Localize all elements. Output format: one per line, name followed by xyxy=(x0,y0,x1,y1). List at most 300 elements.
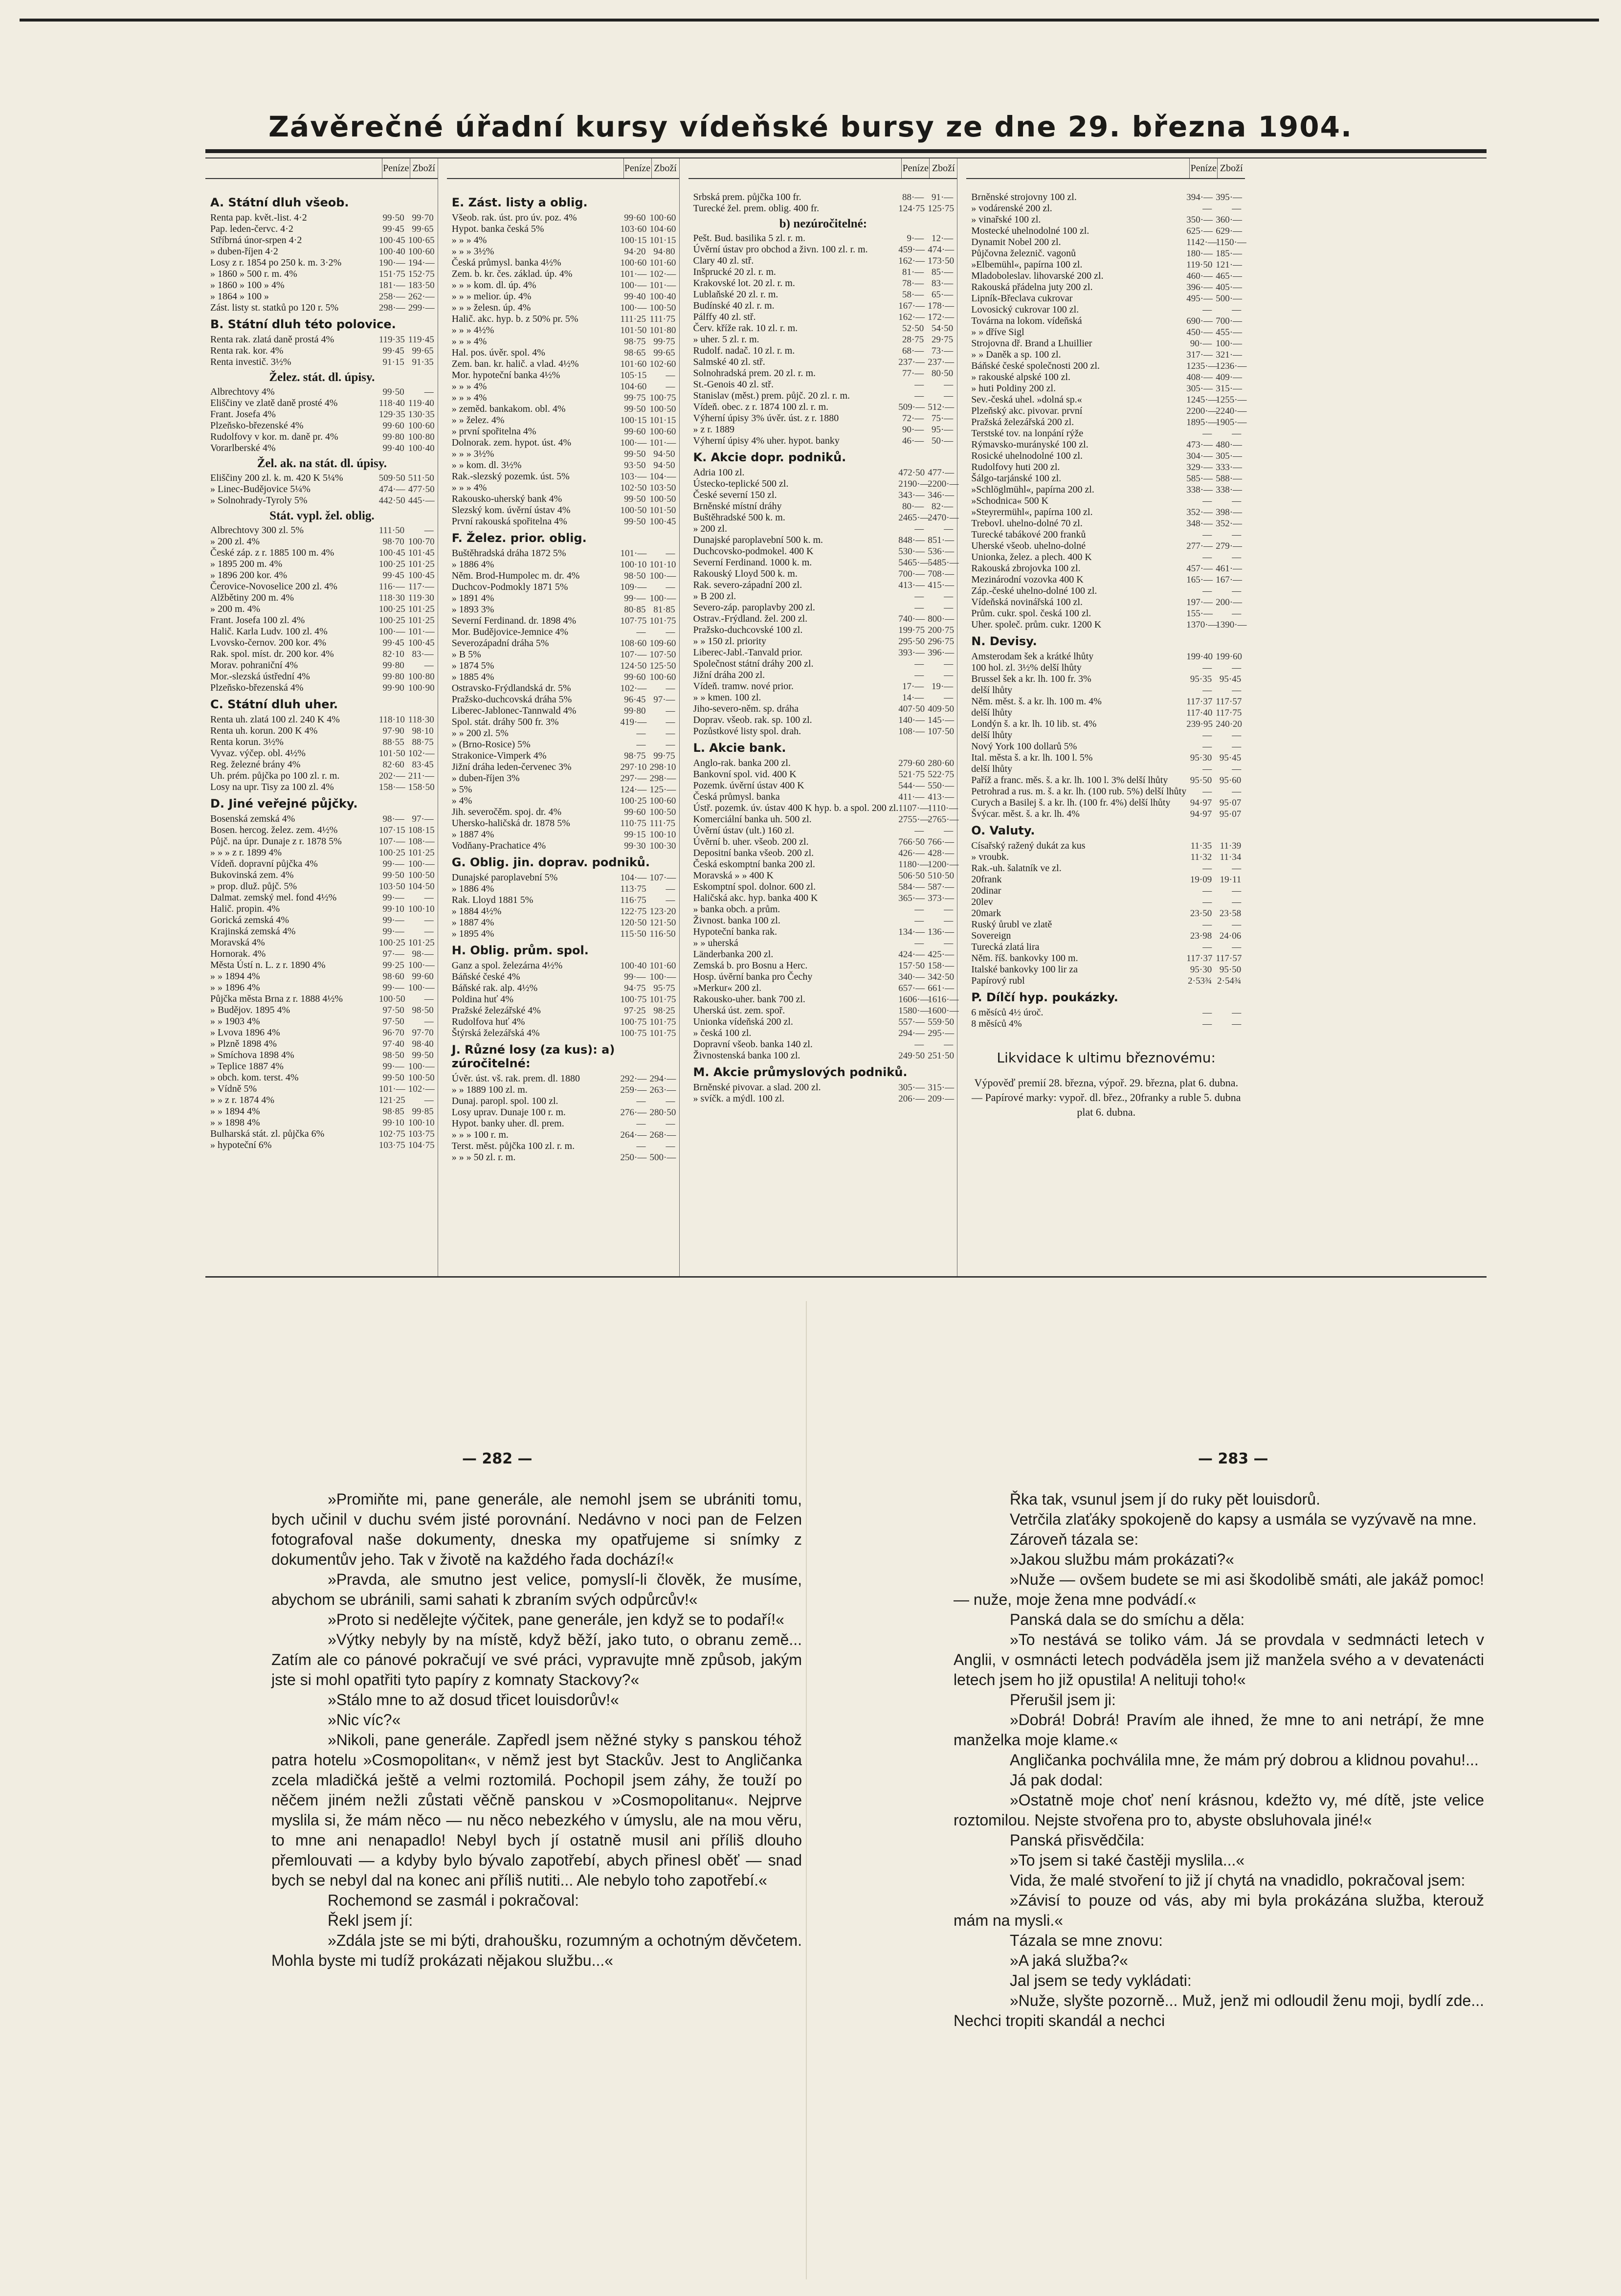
quote-name: Zem. b. kr. čes. základ. úp. 4% xyxy=(451,269,573,279)
quote-row xyxy=(452,672,675,683)
quote-ask: 11·34 xyxy=(1220,852,1242,862)
quote-ask: 99·65 xyxy=(412,346,434,356)
quote-name: » » kmen. 100 zl. xyxy=(693,692,761,703)
quote-name: Česká průmysl. banka xyxy=(693,791,780,802)
quote-bid: 197·— xyxy=(1186,597,1213,608)
quote-bid: 14·— xyxy=(902,693,924,703)
quote-bid: 317·— xyxy=(1186,350,1213,360)
paragraph: »Jakou službu mám prokázati?« xyxy=(1010,1551,1234,1568)
quote-ask: 100·60 xyxy=(408,421,435,431)
quote-ask: 346·— xyxy=(928,490,955,500)
quote-ask: — xyxy=(1232,787,1242,797)
quote-name: » » » 4% xyxy=(451,235,487,246)
quote-ask: 315·— xyxy=(1216,383,1243,394)
quote-row xyxy=(452,325,675,336)
quote-row xyxy=(452,1152,675,1163)
quote-name: Rakouský Lloyd 500 k. m. xyxy=(693,568,798,579)
quote-name: Úvěrní b. uher. všeob. 200 zl. xyxy=(693,836,809,847)
quote-ask: 1255·— xyxy=(1216,395,1247,405)
quote-row xyxy=(971,874,1241,885)
quote-bid: 116·75 xyxy=(620,895,646,905)
quote-bid: 2200·— xyxy=(1186,406,1218,416)
quote-row xyxy=(452,426,675,437)
quote-bid: 521·75 xyxy=(898,769,925,780)
quote-name: Sev.-česká uhel. »dolná sp.« xyxy=(971,394,1082,405)
quote-row xyxy=(210,948,434,960)
quote-name: Ital. města š. a kr. lh. 100 l. 5% xyxy=(971,752,1093,763)
quote-row xyxy=(971,651,1241,662)
quote-name: Rak. Lloyd 1881 5% xyxy=(451,895,533,905)
quote-row xyxy=(210,1095,434,1106)
quote-bid: 625·— xyxy=(1186,226,1213,236)
quote-row xyxy=(452,437,675,449)
quote-name: » Smíchova 1898 4% xyxy=(210,1050,294,1060)
quote-name: » zeměd. bankakom. obl. 4% xyxy=(451,404,566,414)
quote-name: Rudolfovy huti 200 zl. xyxy=(971,462,1060,473)
quote-row xyxy=(210,570,434,581)
quote-name: Duchcov-Podmokly 1871 5% xyxy=(451,582,568,592)
quote-ask: 102·— xyxy=(649,269,676,279)
quote-row xyxy=(971,282,1241,293)
paragraph: »Nuže — ovšem budete se mi asi škodolibě smáti, ale jakáž pomoc! — nuže, moje žena mne podvádí.« xyxy=(954,1571,1484,1608)
paragraph: Panská přisvědčila: xyxy=(1010,1831,1145,1849)
quote-ask: 99·75 xyxy=(653,337,675,347)
quote-name: » 1893 3% xyxy=(451,604,494,615)
quote-name: Plzeňsko-březenské 4% xyxy=(210,420,304,431)
title-rule xyxy=(205,149,1487,153)
quote-bid: 100·40 xyxy=(620,961,647,971)
quote-ask: 104·75 xyxy=(408,1140,435,1150)
quote-ask: 455·— xyxy=(1216,327,1243,338)
quote-name: » » » melior. úp. 4% xyxy=(451,291,532,302)
quote-bid: — xyxy=(914,826,924,836)
quote-name: Paříž a franc. měs. š. a kr. lh. 100 l. 3% delší lhůty xyxy=(971,775,1168,786)
quote-name: » 5% xyxy=(451,784,472,795)
paragraph: Jal jsem se tedy vykládati: xyxy=(1010,1972,1192,1989)
quote-bid: 338·— xyxy=(1186,485,1213,495)
quote-row xyxy=(452,784,675,795)
quote-bid: 1370·— xyxy=(1186,620,1218,630)
quote-name: Vídeňská novinářská 100 zl. xyxy=(971,597,1083,608)
quote-ask: — xyxy=(944,693,954,703)
quote-row xyxy=(452,224,675,235)
quote-bid: 97·50 xyxy=(382,1016,404,1027)
quote-row xyxy=(693,255,954,267)
quote-name: » » » 3½% xyxy=(451,246,494,257)
column-header xyxy=(205,158,438,179)
quote-name: Česká eskomptní banka 200 zl. xyxy=(693,859,815,870)
quote-name: Mostecké uhelnodolné 100 zl. xyxy=(971,225,1089,236)
quote-row xyxy=(971,225,1241,237)
quote-bid: 100·10 xyxy=(620,560,647,570)
quote-bid: 206·— xyxy=(898,1094,925,1104)
quote-ask: 295·— xyxy=(928,1028,955,1038)
paragraph: Rochemond se zasmál i pokračoval: xyxy=(328,1891,579,1909)
quote-ask: 500·— xyxy=(1216,293,1243,304)
quote-bid: — xyxy=(914,603,924,613)
quote-name: Severo-záp. paroplavby 200 zl. xyxy=(693,602,815,613)
quote-ask: 522·75 xyxy=(928,769,955,780)
quote-row xyxy=(971,203,1241,214)
quote-name: 6 měsíců 4½ úroč. xyxy=(971,1007,1044,1018)
quote-bid: 424·— xyxy=(898,949,925,960)
header-zbozi: Zboží xyxy=(410,158,438,178)
paragraph: »Ostatně moje choť není krásnou, kdežto vy, mé dítě, jste velice roztomilou. Nejste stvořena pro to, abyste obsluhovala jiné!« xyxy=(954,1791,1484,1829)
quote-bid: 96·45 xyxy=(624,695,646,705)
quote-row xyxy=(210,431,434,443)
quote-bid: 352·— xyxy=(1186,507,1213,518)
quote-row xyxy=(452,717,675,728)
quote-row xyxy=(210,1016,434,1027)
quote-ask: 136·— xyxy=(928,927,955,937)
quote-name: Losy na upr. Tisy za 100 zl. 4% xyxy=(210,782,334,792)
quote-name: Česká průmysl. banka 4½% xyxy=(451,257,561,268)
quote-bid: 105·15 xyxy=(620,370,647,381)
quote-bid: 99·— xyxy=(382,983,404,993)
quote-bid: 100·75 xyxy=(620,1017,647,1027)
quote-bid: 100·25 xyxy=(620,796,647,806)
quote-name: Krakovské lot. 20 zl. r. m. xyxy=(693,278,795,289)
quote-bid: 99·— xyxy=(624,593,646,604)
quote-bid: — xyxy=(636,1141,646,1151)
quote-bid: 99·— xyxy=(382,893,404,903)
quote-bid: 110·75 xyxy=(620,818,646,829)
quote-ask: — xyxy=(666,370,675,381)
quote-name: Ostrav.-Frýdland. žel. 200 zl. xyxy=(693,613,808,624)
quote-bid: 102·75 xyxy=(378,1129,405,1139)
quote-row xyxy=(210,915,434,926)
quote-ask: 167·— xyxy=(1216,575,1243,585)
quote-ask: — xyxy=(1232,886,1242,896)
quote-name: » 1887 4% xyxy=(451,829,494,840)
quote-name: Solnohradská prem. 20 zl. r. m. xyxy=(693,368,816,379)
quote-row xyxy=(693,658,954,670)
quote-row xyxy=(971,237,1246,248)
quote-name: Jižní dráha leden-červenec 3% xyxy=(451,762,572,772)
quote-name: Štýrská železářská 4% xyxy=(451,1028,540,1038)
quote-name: Bulharská stát. zl. půjčka 6% xyxy=(210,1128,325,1139)
quote-bid: — xyxy=(1202,496,1212,506)
quote-name: » duben-říjen 3% xyxy=(451,773,520,784)
quote-ask: 95·60 xyxy=(1219,775,1242,786)
quote-ask: 23·58 xyxy=(1219,908,1242,919)
quote-ask: — xyxy=(424,915,434,925)
quote-name: » » 1894 4% xyxy=(210,971,260,982)
quote-row xyxy=(693,692,954,703)
quote-bid: 100·25 xyxy=(378,559,405,569)
quote-row xyxy=(971,797,1241,809)
quote-name: » 1886 4% xyxy=(451,559,494,570)
quote-ask: 100·10 xyxy=(408,1118,435,1128)
quote-name: Turecké tabákové 200 franků xyxy=(971,529,1086,540)
quote-bid: — xyxy=(1202,886,1212,896)
quote-bid: 96·70 xyxy=(382,1028,404,1038)
quote-row xyxy=(452,649,675,660)
quote-bid: 199·40 xyxy=(1186,652,1213,662)
quote-name: » prop. dluž. půjč. 5% xyxy=(210,881,297,892)
quote-bid: 100·25 xyxy=(378,848,405,858)
quote-bid: 199·75 xyxy=(898,625,925,635)
quote-row xyxy=(210,559,434,570)
quote-name: Doprav. všeob. rak. sp. 100 zl. xyxy=(693,715,812,725)
quote-row xyxy=(693,758,954,769)
quote-name: Pap. leden-červc. 4·2 xyxy=(210,224,293,234)
quote-bid: 82·10 xyxy=(382,649,404,659)
quote-ask: — xyxy=(1232,1008,1242,1018)
quote-ask: 100·80 xyxy=(408,672,435,682)
quote-name: Pálffy 40 zl. stř. xyxy=(693,312,756,322)
quote-bid: 167·— xyxy=(898,301,925,311)
quote-bid: 99·10 xyxy=(382,904,404,914)
quote-bid: 1142·— xyxy=(1186,237,1217,248)
quote-bid: — xyxy=(636,1119,646,1129)
quote-ask: 98·— xyxy=(412,949,434,959)
quote-bid: 450·— xyxy=(1186,327,1213,338)
quote-name: » » kom. dl. 3½% xyxy=(451,460,522,471)
quote-bid: 104·— xyxy=(620,873,647,883)
quote-ask: — xyxy=(424,660,434,671)
quote-name: Severní Ferdinand. dr. 1898 4% xyxy=(451,615,577,626)
quote-name: » 200 m. 4% xyxy=(210,604,261,614)
quote-row xyxy=(452,728,675,739)
quote-row xyxy=(210,484,434,495)
quote-ask: 209·— xyxy=(928,1094,955,1104)
quote-ask: — xyxy=(944,904,954,915)
quote-ask: 100·— xyxy=(408,960,435,970)
quote-row xyxy=(452,818,675,829)
quote-bid: 99·80 xyxy=(382,672,404,682)
quote-row xyxy=(452,627,675,638)
section-title: P. Dílčí hyp. poukázky. xyxy=(971,990,1118,1004)
quote-ask: 100·30 xyxy=(649,841,676,851)
quote-row xyxy=(971,552,1241,563)
quote-bid: 9·— xyxy=(907,233,924,244)
quote-ask: 2470·— xyxy=(928,513,959,523)
quote-ask: — xyxy=(1232,305,1242,315)
quote-bid: 495·— xyxy=(1186,293,1213,304)
quote-name: Něm. měst. š. a kr. lh. 100 m. 4% xyxy=(971,696,1102,707)
quote-name: Hornorak. 4% xyxy=(210,948,266,959)
quote-row xyxy=(971,840,1241,852)
quote-name: Halič. propin. 4% xyxy=(210,903,280,914)
quote-ask: 405·— xyxy=(1216,282,1243,293)
quote-row xyxy=(693,244,954,255)
quote-bid: — xyxy=(1202,942,1212,952)
quote-bid: 81·— xyxy=(902,267,924,277)
quote-name: » 1895 4% xyxy=(451,928,494,939)
quote-ask: 173·50 xyxy=(928,256,955,266)
quote-row xyxy=(452,257,675,269)
quote-bid: 1235·— xyxy=(1186,361,1218,371)
quote-bid: 100·— xyxy=(620,303,647,313)
quote-bid: 99·60 xyxy=(624,213,646,223)
quote-ask: 360·— xyxy=(1216,215,1243,225)
quote-name: » Solnohrady-Tyroly 5% xyxy=(210,495,308,506)
quote-bid: 297·— xyxy=(620,773,647,784)
quote-ask: 100·40 xyxy=(408,443,435,453)
quote-bid: 107·75 xyxy=(620,616,647,626)
quote-row xyxy=(971,730,1241,741)
quote-name: » » » 4% xyxy=(451,482,487,493)
quote-name: Rak.-uh. šalatník ve zl. xyxy=(971,863,1062,874)
quote-bid: 298·— xyxy=(378,303,405,313)
quote-ask: — xyxy=(666,884,675,894)
quote-name: »Schodnica« 500 K xyxy=(971,495,1049,506)
quote-row xyxy=(693,938,954,949)
quote-row xyxy=(452,917,675,928)
quote-bid: 107·— xyxy=(620,650,647,660)
quote-name: Bukovinská zem. 4% xyxy=(210,870,294,880)
quote-ask: 98·10 xyxy=(412,726,434,736)
paragraph: Angličanka pochválila mne, že mám prý dobrou a klidnou povahu!... xyxy=(1010,1751,1479,1769)
quote-row xyxy=(971,953,1241,964)
quote-name: Uherská úst. zem. spoř. xyxy=(693,1005,785,1016)
quote-row xyxy=(452,1005,675,1016)
quote-row xyxy=(693,490,954,501)
quote-bid: 2465·— xyxy=(898,513,930,523)
quote-ask: — xyxy=(666,548,675,559)
quote-bid: 95·35 xyxy=(1190,674,1212,684)
quote-bid: 17·— xyxy=(902,681,924,692)
quote-bid: 100·50 xyxy=(378,994,405,1004)
quote-ask: 477·50 xyxy=(408,484,435,495)
quote-ask: 97·— xyxy=(412,814,434,824)
quote-row xyxy=(210,604,434,615)
quote-ask: 800·— xyxy=(928,614,955,624)
quote-row xyxy=(210,926,434,937)
quote-bid: 413·— xyxy=(898,580,925,590)
quote-ask: 94·50 xyxy=(653,449,675,459)
quote-bid: 95·50 xyxy=(1190,775,1212,786)
quote-bid: 259·— xyxy=(620,1085,647,1095)
section-title: H. Oblig. prům. spol. xyxy=(451,944,589,957)
quote-row xyxy=(693,881,954,893)
quote-row xyxy=(452,1096,675,1107)
paragraph: Vetrčila zlaťáky spokojeně do kapsy a usmála se vyzývavě na mne. xyxy=(1010,1510,1477,1528)
quote-name: Prům. cukr. spol. česká 100 zl. xyxy=(971,608,1091,619)
quote-bid: 99·50 xyxy=(624,494,646,504)
quote-bid: — xyxy=(914,670,924,680)
quote-bid: 690·— xyxy=(1186,316,1213,326)
quote-ask: — xyxy=(944,380,954,390)
quote-row xyxy=(210,881,434,892)
quote-ask: — xyxy=(424,387,434,397)
quote-name: Terst. měst. půjčka 100 zl. r. m. xyxy=(451,1141,575,1151)
quote-ask: 50·— xyxy=(931,436,954,446)
quote-name: Unionka vídeňská 200 zl. xyxy=(693,1016,793,1027)
quote-name: »Schlöglmühl«, papírna 200 zl. xyxy=(971,484,1094,495)
quote-name: Turecké žel. prem. oblig. 400 fr. xyxy=(693,203,820,214)
quote-bid: 1107·— xyxy=(898,803,929,813)
paragraph: Já pak dodal: xyxy=(1010,1771,1103,1789)
bourse-table xyxy=(205,158,1487,1278)
quote-row xyxy=(971,775,1241,786)
quote-row xyxy=(210,748,434,759)
quote-row xyxy=(693,636,954,647)
quote-name: » česká 100 zl. xyxy=(693,1028,752,1038)
liquidation-note: Výpověď premií 28. března, výpoř. 29. března, plat 6. dubna. — Papírové marky: vypoř. dl. břez., 20franky a ruble 5. dubna plat 6. dubna. xyxy=(972,1077,1241,1118)
paragraph: »Promiňte mi, pane generále, ale nemohl jsem se ubrániti tomu, bych učinil v duchu svém jisté porovnání. Nedávno v noci pan de Felzen fotografoval naše dokumenty, dneska my opatřujeme si snímky z dokumentův jeho. Tak v životě na každého řada dochází!« xyxy=(271,1490,802,1568)
quote-name: » 1864 » 100 » xyxy=(210,291,269,302)
quote-ask: 1236·— xyxy=(1216,361,1247,371)
quote-bid: 99·45 xyxy=(382,638,404,648)
quote-bid: 99·15 xyxy=(624,830,646,840)
quote-name: Bosenská zemská 4% xyxy=(210,813,295,824)
quote-row xyxy=(210,1061,434,1072)
quote-row xyxy=(693,1039,954,1050)
quote-ask: — xyxy=(666,706,675,716)
quote-name: Společnost státní dráhy 200 zl. xyxy=(693,658,814,669)
quote-bid: 46·— xyxy=(902,436,924,446)
quote-ask: 100·— xyxy=(1216,338,1243,349)
quote-name: » » » kom. dl. úp. 4% xyxy=(451,280,536,291)
quote-row xyxy=(971,383,1241,394)
quote-row xyxy=(971,563,1241,574)
quote-bid: 292·— xyxy=(620,1074,647,1084)
quote-bid: 408·— xyxy=(1186,372,1213,383)
quote-ask: 117·— xyxy=(408,582,434,592)
quote-ask: 99·50 xyxy=(412,1050,434,1060)
quote-ask: 200·75 xyxy=(928,625,955,635)
quote-bid: 124·50 xyxy=(620,661,647,671)
quote-bid: 99·90 xyxy=(382,683,404,693)
quote-bid: 99·45 xyxy=(382,570,404,581)
section-title: A. Státní dluh všeob. xyxy=(210,196,349,209)
quote-bid: 98·70 xyxy=(382,537,404,547)
quote-row xyxy=(210,682,434,694)
quote-name: delší lhůty xyxy=(971,764,1013,774)
quote-row xyxy=(452,482,675,494)
quote-ask: 158·50 xyxy=(408,782,435,792)
quote-row xyxy=(693,870,954,881)
quote-name: Živnost. banka 100 zl. xyxy=(693,915,780,926)
quote-ask: 185·— xyxy=(1216,248,1243,259)
quote-name: Zást. listy st. statků po 120 r. 5% xyxy=(210,302,339,313)
quote-row xyxy=(210,212,434,224)
quote-ask: 445·— xyxy=(408,495,435,506)
quote-ask: — xyxy=(666,740,675,750)
quote-bid: 158·— xyxy=(378,782,405,792)
quote-row xyxy=(210,847,434,858)
quote-row xyxy=(693,703,954,715)
quote-row xyxy=(210,960,434,971)
quote-row xyxy=(971,540,1241,552)
quote-row xyxy=(452,829,675,840)
quote-bid: 99·40 xyxy=(624,292,646,302)
quote-row xyxy=(210,409,434,420)
quote-ask: 108·15 xyxy=(408,825,435,835)
quote-name: Rak. spol. míst. dr. 200 kor. 4% xyxy=(210,649,334,659)
quote-row xyxy=(210,269,434,280)
quote-ask: 413·— xyxy=(928,792,955,802)
quote-ask: 29·75 xyxy=(931,335,954,345)
quote-name: Vídeň. dopravní půjčka 4% xyxy=(210,858,318,869)
quote-ask: — xyxy=(1232,428,1242,439)
quote-bid: 99·50 xyxy=(382,387,404,397)
quote-name: Hal. pos. úvěr. spol. 4% xyxy=(451,347,545,358)
quote-ask: — xyxy=(1232,730,1242,741)
quote-name: » 200 zl. 4% xyxy=(210,536,260,547)
quote-name: 20dinar xyxy=(971,885,1001,896)
paragraph: »To jsem si také častěji myslila...« xyxy=(1010,1851,1245,1869)
quote-ask: 1600·— xyxy=(928,1006,959,1016)
quote-row xyxy=(210,1128,434,1140)
quote-name: Krajinská zemská 4% xyxy=(210,926,296,937)
quote-bid: 1580·— xyxy=(898,1006,930,1016)
quote-name: Sovereign xyxy=(971,930,1011,941)
quote-bid: 99·50 xyxy=(382,1073,404,1083)
quote-name: Länderbanka 200 zl. xyxy=(693,949,774,960)
